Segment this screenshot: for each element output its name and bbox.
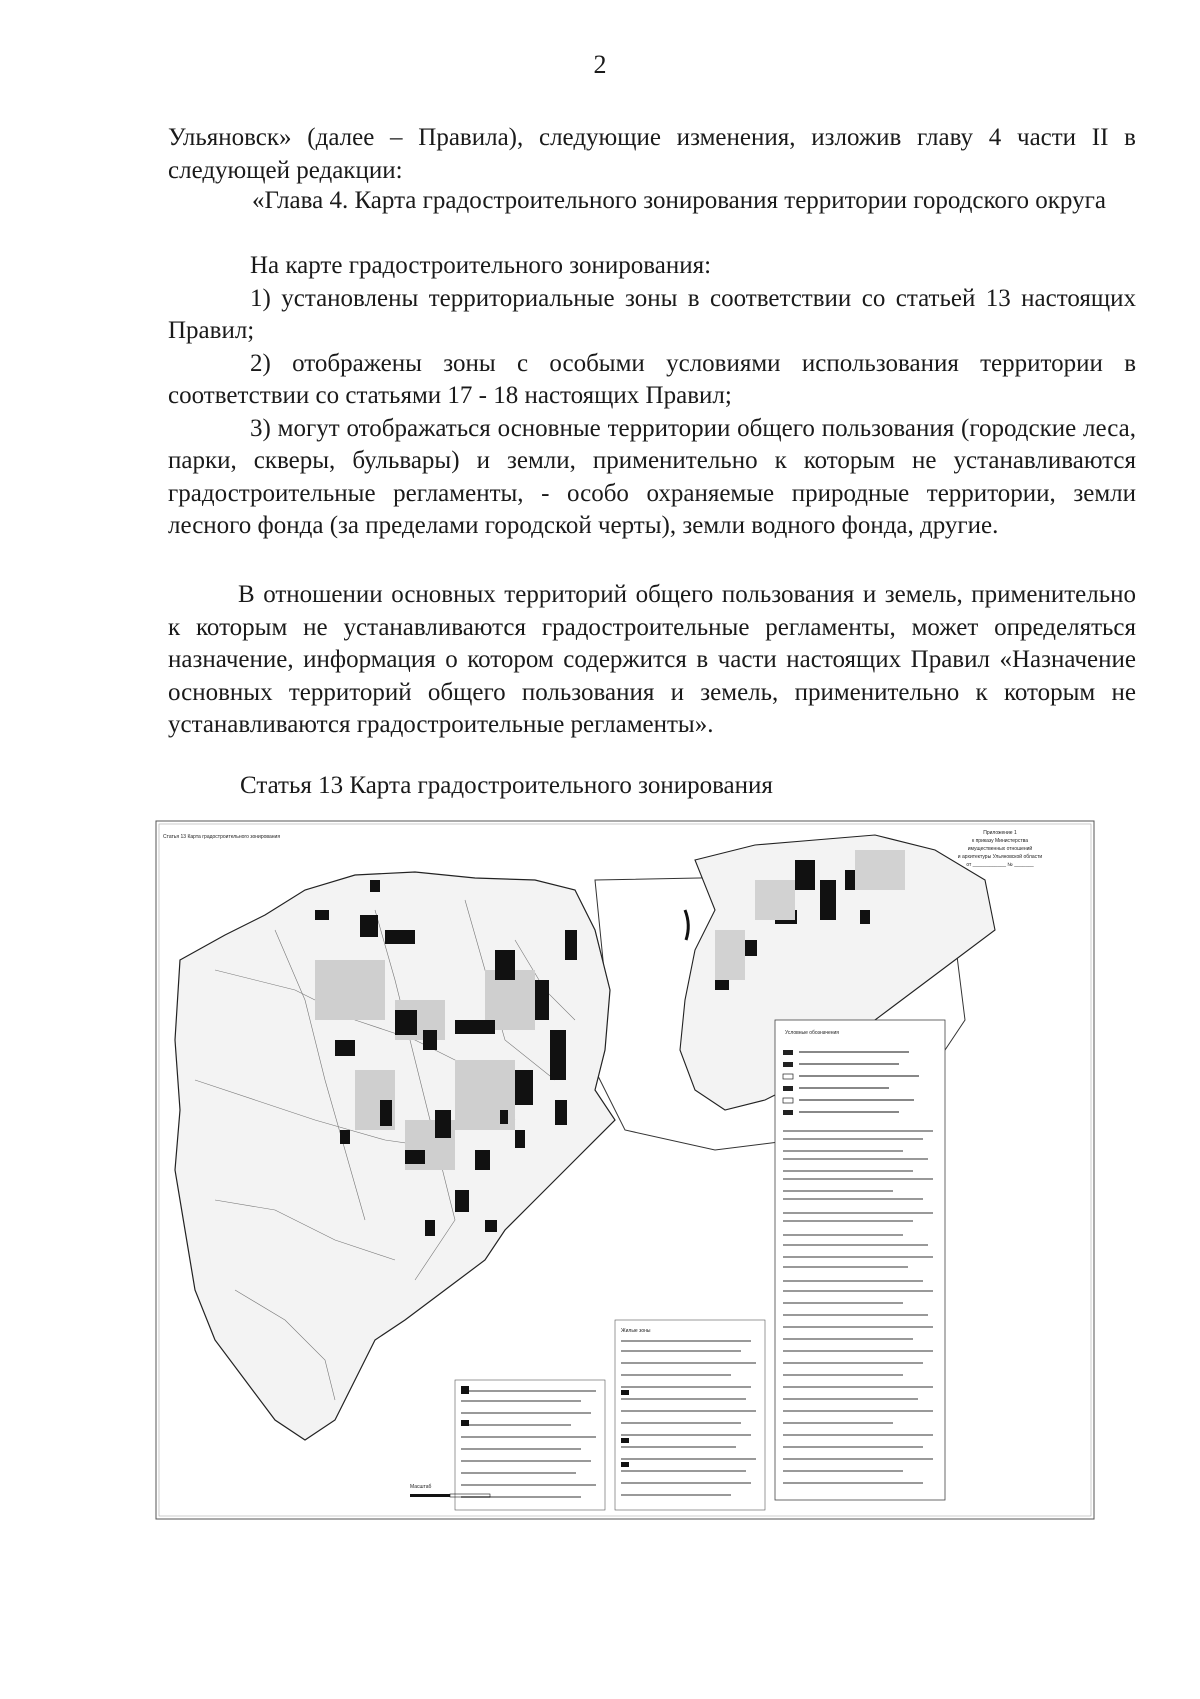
article-title-text: Статья 13 Карта градостроительного зонирования (240, 772, 773, 799)
paragraph-text: Ульяновск» (далее – Правила), следующие изменения, изложив главу 4 части II в следующей редакции: (168, 124, 1136, 184)
page-number: 2 (593, 50, 607, 79)
paragraph-purpose (168, 579, 1136, 742)
chapter-heading-text: «Глава 4. Карта градостроительного зонирования территории городского округа (252, 187, 1106, 214)
appendix-line: к приказу Министерства (972, 838, 1028, 844)
map-legend (775, 1020, 945, 1500)
zoning-map-figure (155, 820, 1095, 1520)
list-item: 3) могут отображаться основные территории общего пользования (городские леса, парки, скверы, бульвары) и земли, применительно к которым не устанавливаются градостроительные регламенты, - особо охраняемые природные территории, земли лесного фонда (за пределами городской черты), земли водного фонда, другие. (168, 414, 1136, 539)
appendix-line: Приложение 1 (983, 830, 1017, 836)
list-intro: На карте градостроительного зонирования: (250, 252, 712, 279)
zones-legend-title: Жилые зоны (621, 1328, 651, 1334)
list-item: 2) отображены зоны с особыми условиями использования территории в соответствии со статьями 17 - 18 настоящих Правил; (168, 349, 1136, 409)
zones-legend (615, 1320, 765, 1510)
article-title (168, 770, 1136, 803)
legend-title: Условные обозначения (785, 1030, 840, 1036)
scale-label: Масштаб (410, 1484, 432, 1490)
symbols-legend-box (455, 1380, 605, 1510)
symbols-legend (455, 1380, 605, 1510)
appendix-line: и архитектуры Ульяновской области (957, 854, 1043, 860)
paragraph-text: В отношении основных территорий общего пользования и земель, применительно к которым не устанавливаются градостроительные регламенты, может определяться назначение, информация о котором содержится в части настоящих Правил «Назначение основных территорий общего пользования и земель, применительно к которым не устанавливаются градостроительные регламенты». (168, 581, 1136, 738)
zones-legend-box (615, 1320, 765, 1510)
appendix-line: имущественных отношений (967, 846, 1033, 852)
chapter-heading (168, 185, 1136, 218)
list-item: 1) установлены территориальные зоны в соответствии со статьей 13 настоящих Правил; (168, 284, 1136, 344)
zoning-map-list (168, 250, 1136, 543)
zoning-map (155, 820, 1095, 1520)
appendix-line: от ____________ № _______ (966, 862, 1034, 868)
map-inner-title: Статья 13 Карта градостроительного зонирования (163, 834, 281, 840)
paragraph-continuation (168, 122, 1136, 187)
legend-box (775, 1020, 945, 1500)
